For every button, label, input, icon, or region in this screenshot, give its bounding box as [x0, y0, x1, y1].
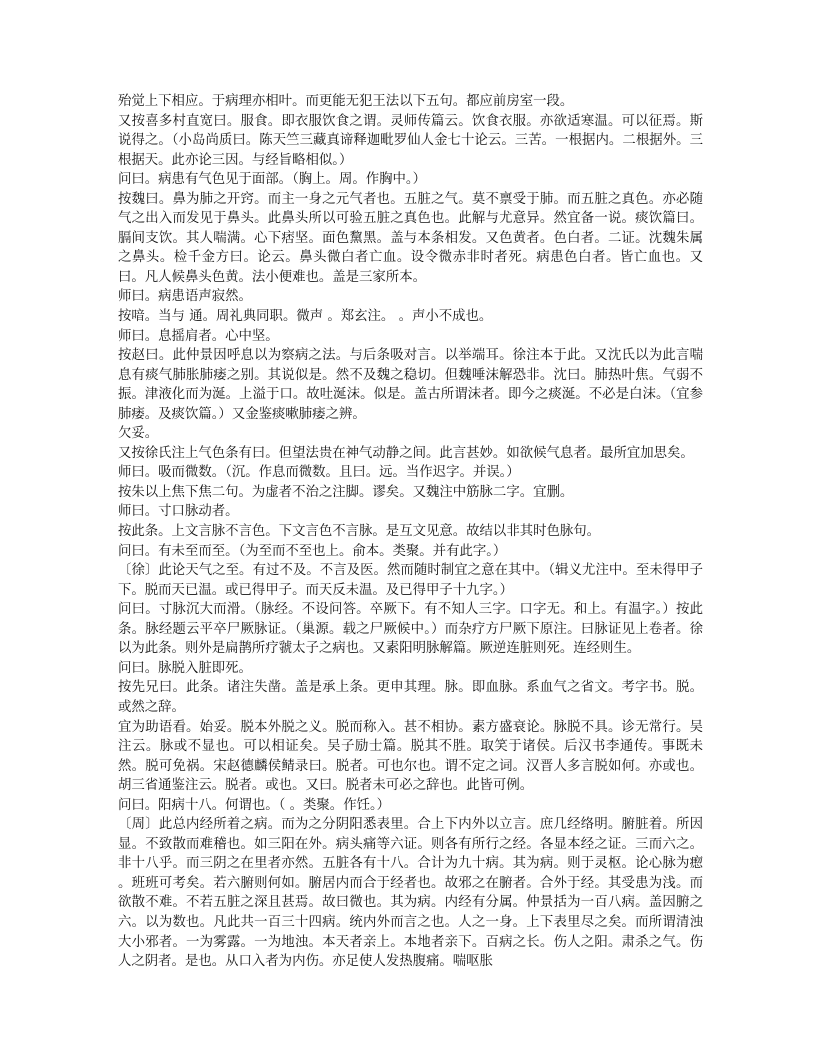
paragraph: 师曰。息摇肩者。心中坚。 — [118, 328, 279, 344]
paragraph: 按魏曰。鼻为肺之开窍。而主一身之元气者也。五脏之气。莫不禀受于肺。而五脏之真色。亦必随气之出入而发见于鼻头。此鼻头所以可验五脏之真色也。此解与尤意异。然宜备一说。痰饮篇曰。膈间支饮。其人喘满。心下痞坚。面色黧黑。盖与本条相发。又色黄者。色白者。二证。沈魏朱属之鼻头。检千金方曰。论云。鼻头微白者亡血。设令微赤非时者死。病患色白者。皆亡血也。又曰。凡人候鼻头色黄。法小便难也。盖是三家所本。 — [118, 191, 703, 285]
paragraph: 殆觉上下相应。于病理亦相叶。而更能无犯王法以下五句。都应前房室一段。 — [118, 94, 574, 109]
paragraph: 按喑。当与 通。周礼典同职。微声 。郑玄注。 。声小不成也。 — [118, 309, 493, 325]
paragraph: 师曰。吸而微数。（沉。作息而微数。且曰。远。当作迟字。并误。） — [118, 465, 520, 481]
paragraph: 问曰。有未至而至。（为至而不至也上。俞本。类聚。并有此字。） — [118, 543, 507, 559]
paragraph: 按朱以上焦下焦二句。为虚者不治之注脚。谬矣。又魏注中筋脉二字。宜删。 — [118, 484, 574, 500]
paragraph: 师曰。寸口脉动者。 — [118, 504, 239, 520]
paragraph: 师曰。病患语声寂然。 — [118, 289, 252, 305]
paragraph: 按赵曰。此仲景因呼息以为察病之法。与后条吸对言。以举端耳。徐注本于此。又沈氏以为此言喘息有痰气肺胀肺痿之别。其说似是。然不及魏之稳切。但魏唾沫解恐非。沈曰。肺热叶焦。气弱不振。津液化而为涎。上溢于口。故吐涎沫。似是。盖古所谓沫者。即今之痰涎。不必是白沫。（宜参肺痿。及痰饮篇。）又金鉴痰嗽肺痿之辨。 — [118, 348, 703, 422]
paragraph: 〔徐〕此论天气之至。有过不及。不言及医。然而随时制宜之意在其中。（辑义尤注中。至未得甲子下。脱而天已温。或已得甲子。而天反未温。及已得甲子十九字。） — [118, 563, 703, 598]
document-page — [118, 92, 703, 972]
paragraph: 宜为助语看。始妥。脱本外脱之义。脱而称入。甚不相协。素方盛衰论。脉脱不具。诊无常行。吴 注云。脉或不显也。可以相证矣。吴子励士篇。脱其不胜。取笑于诸侯。后汉书李通传。事既未然。脱可免祸。宋赵德麟侯鲭录曰。脱者。可也尔也。谓不定之词。汉晋人多言脱如何。亦或也。胡三省通鉴注云。脱者。或也。又曰。脱者未可必之辞也。此皆可例。 — [118, 719, 703, 794]
paragraph: 问曰。寸脉沉大而滑。（脉经。不设问答。卒厥下。有不知人三字。口字无。和上。有温字。）按此条。脉经题云平卒尸厥脉证。（巢源。载之尸厥候中。）而杂疗方尸厥下原注。曰脉证见上卷者。徐 以为此条。则外是扁鹊所疗虢太子之病也。又素阳明脉解篇。厥逆连脏则死。连经则生。 — [118, 602, 703, 657]
paragraph: 问曰。阳病十八。何谓也。（ 。类聚。作饪。） — [118, 797, 391, 813]
paragraph: 欠妥。 — [118, 426, 159, 442]
paragraph: 问曰。脉脱入脏即死。 — [118, 660, 252, 676]
paragraph: 又按喜多村直宽曰。服食。即衣服饮食之谓。灵师传篇云。饮食衣服。亦欲适寒温。可以征焉。斯说得之。（小岛尚质曰。陈天竺三藏真谛释迦毗罗仙人金七十论云。三苦。一根据内。二根据外。三根据天。此亦论三因。与经旨略相似。） — [118, 113, 703, 168]
paragraph: 问曰。病患有气色见于面部。（胸上。周。作胸中。） — [118, 172, 426, 188]
paragraph: 又按徐氏注上气色条有曰。但望法贵在神气动静之间。此言甚妙。如欲候气息者。最所宜加思矣。 — [118, 445, 694, 461]
paragraph: 〔周〕此总内经所着之病。而为之分阴阳悉表里。合上下内外以立言。庶几经络明。腑脏着。所因显。不致散而难稽也。如三阳在外。病头痛等六证。则各有所行之经。各显本经之证。三而六之。非十八乎。而三阴之在里者亦然。五脏各有十八。合计为九十病。其为病。则于灵枢。论心脉为瘛 。班班可考矣。若六腑则何如。腑居内而合于经者也。故邪之在腑者。合外于经。其受患为浅。而欲散不难。不若五脏之深且甚焉。故曰微也。其为病。内经有分属。仲景括为一百八病。盖因腑之六。以为数也。凡此共一百三十四病。统内外而言之也。人之一身。上下表里尽之矣。而所谓清浊大小邪者。一为雾露。一为地浊。本天者亲上。本地者亲下。百病之长。伤人之阳。肃杀之气。伤人之阴者。是也。从口入者为内伤。亦足使人发热腹痛。喘呕胀 — [118, 817, 703, 970]
paragraph: 按此条。上文言脉不言色。下文言色不言脉。是互文见意。故结以非其时色脉句。 — [118, 524, 601, 540]
paragraph: 按先兄曰。此条。诸注失凿。盖是承上条。更申其理。脉。即血脉。系血气之省文。考字书。脱。或然之辞。 — [118, 680, 703, 715]
